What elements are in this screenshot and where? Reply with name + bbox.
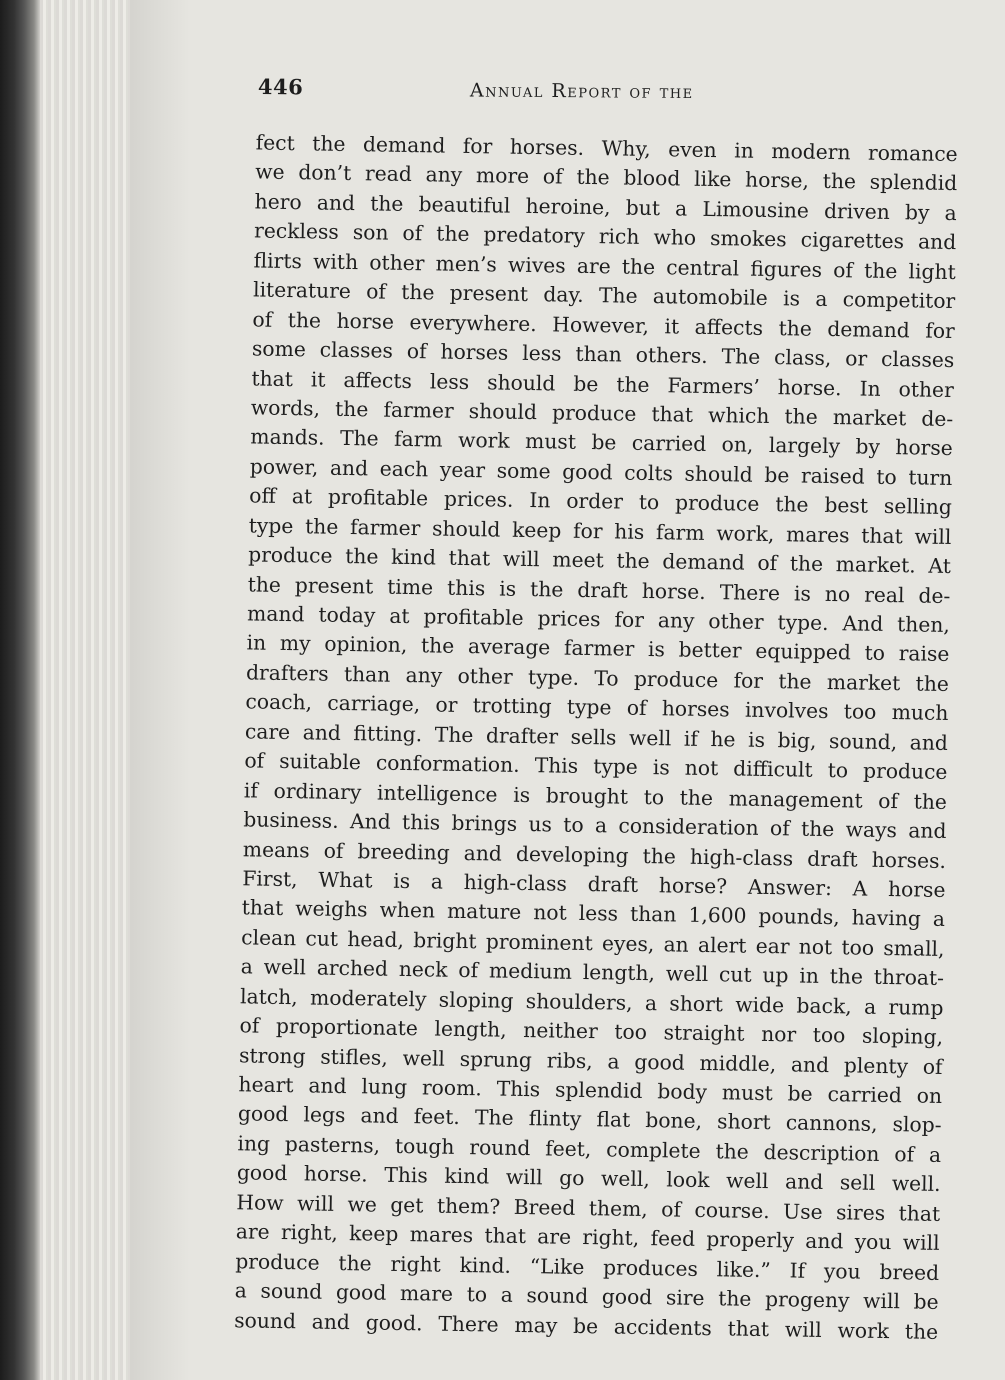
text-line: that it affects less should be the Farmers’ horse. In other — [251, 365, 954, 402]
text-line: of proportionate length, neither too straight nor too sloping, — [239, 1013, 944, 1050]
text-line: means of breeding and developing the high-class draft horses. — [242, 836, 947, 873]
text-line: if ordinary intelligence is brought to the management of the — [243, 777, 948, 814]
text-line: a well arched neck of medium length, well cut up in the throat- — [240, 954, 945, 991]
page-number: 446 — [257, 74, 304, 100]
text-line: power, and each year some good colts should be raised to turn — [249, 454, 953, 490]
text-line: a sound good mare to a sound good sire the progeny will be — [234, 1278, 939, 1314]
text-line: coach, carriage, or trotting type of horses involves too much — [245, 689, 949, 726]
text-line: words, the farmer should produce that which the market de- — [250, 395, 954, 431]
text-line: that weighs when mature not less than 1,600 pounds, having a — [241, 895, 946, 932]
text-line: reckless son of the predatory rich who smokes cigarettes and — [253, 218, 957, 255]
text-line: in my opinion, the average farmer is better equipped to raise — [246, 630, 950, 667]
page-header — [258, 74, 958, 115]
text-line: First, What is a high-class draft horse? Answer: A horse — [242, 866, 946, 902]
text-line: sound and good. There may be accidents that will work the — [234, 1307, 939, 1344]
text-line: of the horse everywhere. However, it affects the demand for — [252, 307, 955, 343]
text-line: good horse. This kind will go well, look well and sell well. — [236, 1160, 941, 1197]
text-line: flirts with other men’s wives are the central figures of the light — [253, 248, 956, 284]
text-line: strong stifles, well sprung ribs, a good middle, and plenty of — [238, 1042, 943, 1079]
text-line: fect the demand for horses. Why, even in modern romance — [255, 130, 958, 167]
text-line: care and fitting. The drafter sells well if he is big, sound, and — [244, 719, 949, 755]
text-line: How will we get them? Breed them, of course. Use sires that — [236, 1190, 941, 1226]
text-line: ing pasterns, tough round feet, complete the description of a — [237, 1131, 942, 1167]
text-line: some classes of horses less than others. The class, or classes — [251, 336, 955, 373]
running-head: Annual Report of the — [469, 79, 694, 104]
text-line: hero and the beautiful heroine, but a Limousine driven by a — [254, 189, 957, 225]
text-line: clean cut head, bright prominent eyes, an alert ear not too small, — [241, 925, 945, 961]
text-line: mand today at profitable prices for any other type. And then, — [246, 601, 951, 638]
text-line: drafters than any other type. To produce for the market the — [245, 660, 950, 696]
text-line: heart and lung room. This splendid body must be carried on — [238, 1072, 943, 1108]
text-line: good legs and feet. The flinty flat bone, short cannons, slop- — [237, 1101, 942, 1138]
text-line: are right, keep mares that are right, feed properly and you will — [235, 1219, 940, 1256]
text-line: off at profitable prices. In order to produce the best selling — [249, 483, 953, 520]
text-line: type the farmer should keep for his farm work, mares that will — [248, 513, 952, 549]
body-text — [210, 128, 958, 1347]
text-line: produce the kind that will meet the demand of the market. At — [248, 542, 952, 579]
text-line: latch, moderately sloping shoulders, a short wide back, a rump — [239, 983, 944, 1020]
text-line: we don’t read any more of the blood like horse, the splendid — [255, 159, 958, 196]
text-line: mands. The farm work must be carried on, largely by horse — [250, 424, 953, 461]
text-line: business. And this brings us to a consideration of the ways and — [243, 807, 947, 844]
text-line: produce the right kind. “Like produces like.” If you breed — [235, 1248, 940, 1285]
text-line: the present time this is the draft horse. There is no real de- — [247, 571, 951, 608]
text-line: of suitable conformation. This type is not difficult to produce — [244, 748, 948, 785]
text-line: literature of the present day. The automobile is a competitor — [252, 277, 956, 314]
